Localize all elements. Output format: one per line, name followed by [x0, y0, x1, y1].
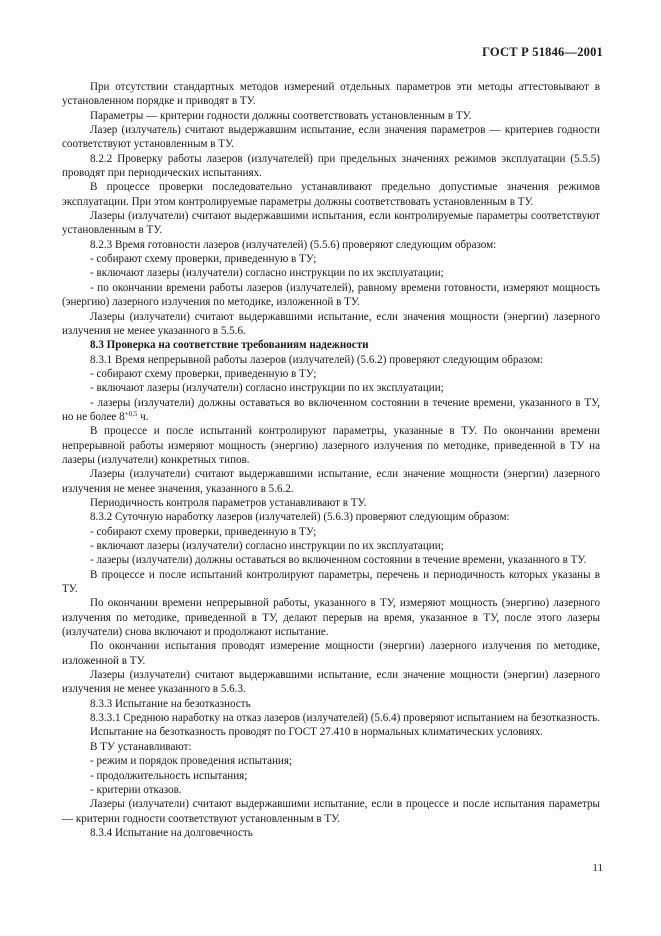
paragraph: Испытание на безотказность проводят по ГОСТ 27.410 в нормальных климатических условиях.	[90, 726, 543, 739]
paragraph: 8.3.1 Время непрерывной работы лазеров (излучателей) (5.6.2) проверяют следующим образом:	[90, 353, 544, 366]
paragraph: В процессе и после испытаний контролируют параметры, указанные в ТУ. По окончании времени непрерывной работы измеряют мощность (энергию) лазерного излучения по методике, приведенной в ТУ на лазеры (излучатели) конкретных типов.	[62, 425, 600, 466]
tolerance-superscript: +0,5	[124, 409, 138, 418]
list-item: - собирают схему проверки, приведенную в ТУ;	[90, 253, 317, 266]
list-item: - включают лазеры (излучатели) согласно инструкции по их эксплуатации;	[90, 540, 444, 552]
subsection-heading: 8.3.3 Испытание на безотказность	[90, 697, 251, 710]
paragraph: 8.2.3 Время готовности лазеров (излучателей) (5.5.6) проверяют следующим образом:	[90, 238, 497, 251]
list-item: - по окончании времени работы лазеров (излучателей), равному времени готовности, измеряют мощность (энергию) лазерного излучения по методике, изложенной в ТУ.	[62, 281, 600, 309]
list-item: - лазеры (излучатели) должны оставаться во включенном состоянии в течение времени, указанного в ТУ.	[90, 554, 587, 567]
list-item: - собирают схему проверки, приведенную в ТУ;	[90, 525, 317, 538]
page-number: 11	[592, 862, 603, 874]
paragraph: Лазеры (излучатели) считают выдержавшими испытания, если контролируемые параметры соответствуют установленным в ТУ.	[62, 210, 600, 237]
paragraph: Лазеры (излучатели) считают выдержавшими испытание, если значения мощности (энергии) лазерного излучения не менее указанного в 5.5.6.	[62, 310, 600, 337]
paragraph: Параметры — критерии годности должны соответствовать установленным в ТУ.	[90, 109, 472, 122]
list-item: - собирают схему проверки, приведенную в ТУ;	[90, 367, 317, 380]
list-item: - критерии отказов.	[90, 783, 182, 796]
list-item: - режим и порядок проведения испытания;	[90, 755, 293, 768]
paragraph: Периодичность контроля параметров устанавливают в ТУ.	[90, 496, 367, 509]
paragraph: По окончании испытания проводят измерение мощности (энергии) лазерного излучения по методике, изложенной в ТУ.	[62, 640, 600, 667]
paragraph: 8.3.2 Суточную наработку лазеров (излучателей) (5.6.3) проверяют следующим образом:	[90, 511, 510, 524]
paragraph: 8.3.3.1 Среднюю наработку на отказ лазеров (излучателей) (5.6.4) проверяют испытанием на безотказность.	[90, 712, 601, 725]
paragraph: 8.2.2 Проверку работы лазеров (излучателей) при предельных значениях режимов эксплуатации (5.5.5) проводят при периодических испытаниях.	[62, 152, 600, 180]
subsection-heading: 8.3.4 Испытание на долговечность	[90, 826, 253, 839]
document-body	[62, 80, 600, 840]
paragraph: При отсутствии стандартных методов измерений отдельных параметров эти методы аттестовывают в установленном порядке и приводят в ТУ.	[62, 81, 600, 108]
unit-text: ч.	[137, 410, 149, 423]
paragraph: Лазеры (излучатели) считают выдержавшими испытание, если в процессе и после испытания параметры — критерии годности соответствуют установленным в ТУ.	[62, 798, 600, 825]
paragraph: Лазеры (излучатели) считают выдержавшими испытание, если значение мощности (энергии) лазерного излучения не менее указанного в 5.6.3.	[62, 669, 600, 696]
paragraph: По окончании времени непрерывной работы, указанного в ТУ, измеряют мощность (энергию) лазерного излучения по методике, приведенной в ТУ, делают перерыв на время, указанное в ТУ, после этого лазеры (излучатели) снова включают и продолжают испытание.	[62, 597, 600, 639]
paragraph: В процессе и после испытаний контролируют параметры, перечень и периодичность которых указаны в ТУ.	[62, 568, 600, 596]
list-item: - включают лазеры (излучатели) согласно инструкции по их эксплуатации;	[90, 267, 444, 280]
list-item: - включают лазеры (излучатели) согласно инструкции по их эксплуатации;	[90, 382, 444, 395]
paragraph: В ТУ устанавливают:	[90, 740, 192, 753]
paragraph: Лазеры (излучатели) считают выдержавшими испытание, если значение мощности (энергии) лазерного излучения не менее значения, указанного в 5.6.2.	[62, 468, 600, 495]
paragraph: В процессе проверки последовательно устанавливают предельно допустимые значения режимов эксплуатации. При этом контролируемые параметры должны соответствовать установленным в ТУ.	[62, 181, 600, 208]
standard-code-header: ГОСТ Р 51846—2001	[482, 45, 603, 59]
list-item	[62, 396, 600, 425]
list-item-text: - лазеры (излучатели) должны оставаться во включенном состоянии в течение времени, указанного в ТУ, но не более 8	[62, 396, 600, 423]
paragraph: Лазер (излучатель) считают выдержавшим испытание, если значения параметров — критериев годности соответствуют установленным в ТУ.	[62, 124, 600, 151]
list-item: - продолжительность испытания;	[90, 769, 248, 782]
section-heading: 8.3 Проверка на соответствие требованиям надежности	[90, 339, 369, 352]
